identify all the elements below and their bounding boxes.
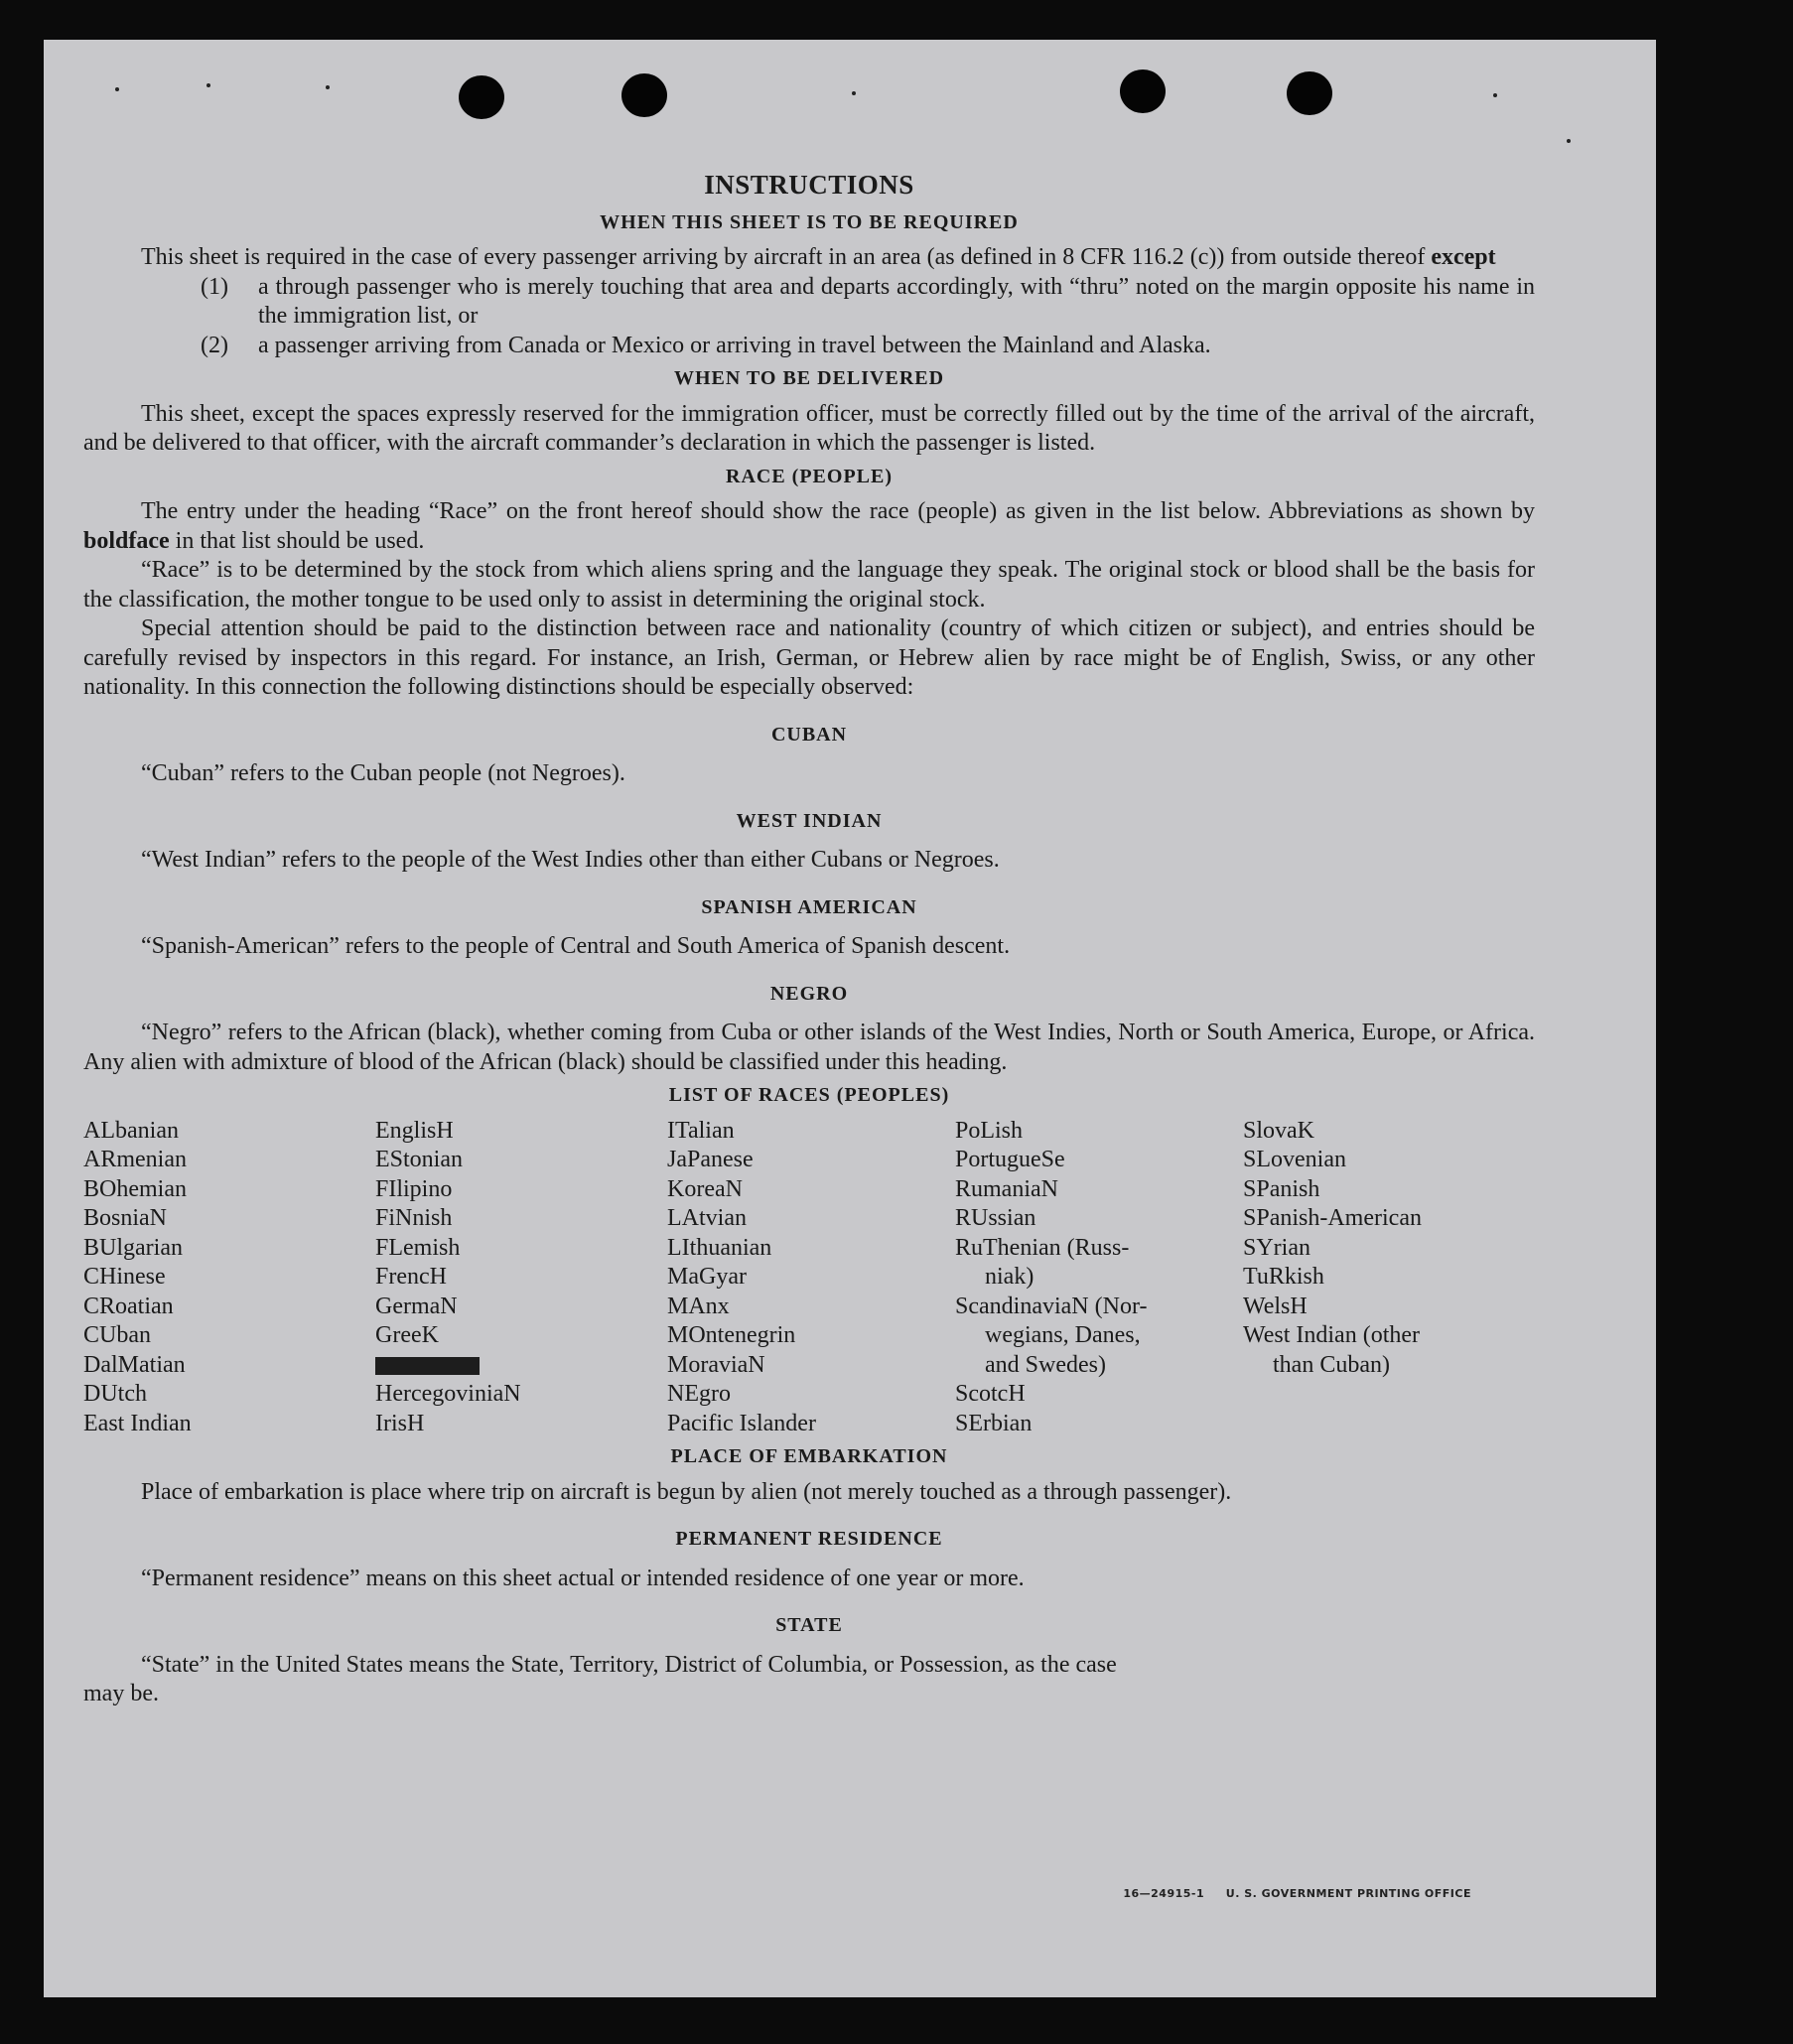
paper-speck (115, 87, 119, 91)
race-column-5 (1243, 1117, 1535, 1439)
required-item-2 (83, 332, 1535, 361)
race-entry: SPanish-American (1243, 1205, 1422, 1231)
punch-hole (1120, 69, 1166, 113)
item-number: (1) (201, 273, 228, 300)
race-p1-bold: boldface (83, 527, 170, 554)
form-code: 16—24915-1 (1123, 1887, 1205, 1900)
race-entry: LAtvian (667, 1205, 747, 1231)
required-item-1 (83, 273, 1535, 332)
race-entry: SErbian (955, 1410, 1033, 1436)
race-entry: DalMatian (83, 1351, 186, 1378)
race-entry: RuThenian (Russ- (955, 1234, 1130, 1261)
race-entry: IrisH (375, 1410, 425, 1436)
race-paragraph-2: “Race” is to be determined by the stock from which aliens spring and the language they speak. The original stock or blood shall be the basis for the classification, the mother tongue to be used only to assist in determining the original stock. (83, 557, 1535, 613)
item-text: a passenger arriving from Canada or Mexico or arriving in travel between the Mainland and Alaska. (258, 332, 1211, 358)
race-column-2 (375, 1117, 667, 1439)
race-paragraph-1 (83, 497, 1535, 556)
required-intro (83, 243, 1535, 273)
residence-text: “Permanent residence” means on this sheet actual or intended residence of one year or more. (141, 1565, 1025, 1591)
race-entry: EnglisH (375, 1117, 454, 1144)
race-entry: MOntenegrin (667, 1322, 796, 1348)
section-heading-residence: PERMANENT RESIDENCE (675, 1528, 943, 1550)
item-text: a through passenger who is merely touching that area and departs accordingly, with “thru” noted on the margin opposite his name in the immigration list, or (258, 273, 1535, 329)
race-entry: ScandinaviaN (Nor- (955, 1293, 1148, 1319)
race-entry: SlovaK (1243, 1117, 1314, 1144)
race-entry: NEgro (667, 1381, 731, 1407)
race-entry: LIthuanian (667, 1234, 772, 1261)
punch-hole (459, 75, 504, 119)
race-entry-continued: wegians, Danes, (985, 1322, 1141, 1348)
required-intro-bold: except (1431, 244, 1496, 270)
state-text: “State” in the United States means the State, Territory, District of Columbia, or Possession, as the case (141, 1651, 1117, 1678)
race-entry: West Indian (other (1243, 1322, 1421, 1348)
race-entry-continued: niak) (985, 1264, 1034, 1290)
race-entry: SPanish (1243, 1175, 1320, 1202)
section-heading-required: WHEN THIS SHEET IS TO BE REQUIRED (600, 210, 1019, 233)
section-heading-west-indian: WEST INDIAN (736, 809, 883, 832)
paper-speck (326, 85, 330, 89)
race-entry: CRoatian (83, 1293, 174, 1319)
section-heading-list: LIST OF RACES (PEOPLES) (668, 1084, 950, 1106)
required-intro-text: This sheet is required in the case of every passenger arriving by aircraft in an area (as defined in 8 CFR 116.2 (c)) from outside thereof (141, 244, 1432, 270)
punch-hole (621, 73, 667, 117)
punch-hole (1287, 71, 1332, 115)
section-heading-race: RACE (PEOPLE) (726, 465, 893, 487)
race-entry: PortugueSe (955, 1147, 1065, 1172)
paper-speck (207, 83, 210, 87)
race-p1-b: in that list should be used. (169, 527, 425, 554)
embarkation-text: Place of embarkation is place where trip on aircraft is begun by alien (not merely touched as a through passenger). (141, 1478, 1232, 1505)
race-entry: SYrian (1243, 1234, 1310, 1261)
race-entry: TuRkish (1243, 1264, 1324, 1290)
race-entry: DUtch (83, 1381, 147, 1407)
race-entry: ARmenian (83, 1147, 187, 1172)
section-heading-embarkation: PLACE OF EMBARKATION (670, 1445, 948, 1467)
race-paragraph-3: Special attention should be paid to the distinction between race and nationality (country of which citizen or subject), and entries should be carefully revised by inspectors in this regard. For instance, an Irish, German, or Hebrew alien by race might be of English, Swiss, or any other nationality. In this connection the following distinctions should be especially observed: (83, 615, 1535, 700)
race-entry: PoLish (955, 1117, 1024, 1144)
race-entry: CUban (83, 1322, 151, 1348)
delivered-text: This sheet, except the spaces expressly reserved for the immigration officer, must be correctly filled out by the time of the arrival of the aircraft, and be delivered to that officer, with the aircraft commander’s declaration in which the passenger is listed. (83, 400, 1535, 456)
section-heading-state: STATE (775, 1614, 843, 1636)
page-title: INSTRUCTIONS (704, 170, 914, 200)
race-column-3 (667, 1117, 955, 1439)
race-p1-a: The entry under the heading “Race” on the front hereof should show the race (people) as given in the list below. Abbreviations as shown by (141, 498, 1535, 524)
section-heading-delivered: WHEN TO BE DELIVERED (673, 367, 945, 389)
negro-text: “Negro” refers to the African (black), whether coming from Cuba or other islands of the West Indies, North or South America, Europe, or Africa. Any alien with admixture of blood of the African (black) should be classified under this heading. (83, 1020, 1535, 1075)
race-entry: CHinese (83, 1264, 166, 1290)
race-entry-continued: and Swedes) (985, 1351, 1106, 1378)
race-entry: JaPanese (667, 1147, 754, 1172)
race-entry: Pacific Islander (667, 1410, 816, 1436)
race-entry: East Indian (83, 1410, 192, 1436)
instructions-body (83, 171, 1535, 1709)
race-entry-continued: than Cuban) (1273, 1351, 1390, 1378)
race-entry: WelsH (1243, 1293, 1308, 1319)
spanish-american-text: “Spanish-American” refers to the people of Central and South America of Spanish descent. (141, 933, 1011, 959)
paper-speck (1567, 139, 1571, 143)
race-entry: ALbanian (83, 1117, 179, 1144)
race-column-4 (955, 1117, 1243, 1439)
race-entry: FrencH (375, 1264, 447, 1290)
redacted-entry (375, 1357, 480, 1375)
item-number: (2) (201, 332, 228, 358)
race-entry: BUlgarian (83, 1234, 183, 1261)
race-entry: HercegoviniaN (375, 1381, 521, 1407)
race-list (83, 1117, 1535, 1439)
paper-speck (1493, 93, 1497, 97)
race-entry: ScotcH (955, 1381, 1026, 1407)
document-sheet (44, 40, 1656, 1997)
section-heading-negro: NEGRO (769, 982, 849, 1005)
race-entry: RUssian (955, 1205, 1036, 1231)
race-entry: FiNnish (375, 1205, 453, 1231)
race-entry: ITalian (667, 1117, 735, 1144)
race-entry: EStonian (375, 1147, 463, 1172)
race-entry: GreeK (375, 1322, 439, 1348)
race-entry: MAnx (667, 1293, 730, 1319)
race-entry: KoreaN (667, 1175, 743, 1202)
west-indian-text: “West Indian” refers to the people of the West Indies other than either Cubans or Negroes. (141, 847, 1000, 873)
cuban-text: “Cuban” refers to the Cuban people (not Negroes). (141, 760, 625, 786)
race-entry: GermaN (375, 1293, 458, 1319)
printer-name: U. S. GOVERNMENT PRINTING OFFICE (1225, 1887, 1471, 1900)
race-entry: MaGyar (667, 1264, 747, 1290)
section-heading-spanish-american: SPANISH AMERICAN (701, 895, 917, 918)
race-entry: BOhemian (83, 1175, 187, 1202)
race-entry: SLovenian (1243, 1147, 1346, 1172)
printer-imprint (1123, 1887, 1471, 1900)
race-column-1 (83, 1117, 375, 1439)
race-entry: FIlipino (375, 1175, 453, 1202)
state-text-end: may be. (83, 1681, 159, 1706)
section-heading-cuban: CUBAN (770, 723, 848, 746)
race-entry: BosniaN (83, 1205, 167, 1231)
race-entry: RumaniaN (955, 1175, 1058, 1202)
race-entry: FLemish (375, 1234, 461, 1261)
paper-speck (852, 91, 856, 95)
race-entry: MoraviaN (667, 1351, 765, 1378)
